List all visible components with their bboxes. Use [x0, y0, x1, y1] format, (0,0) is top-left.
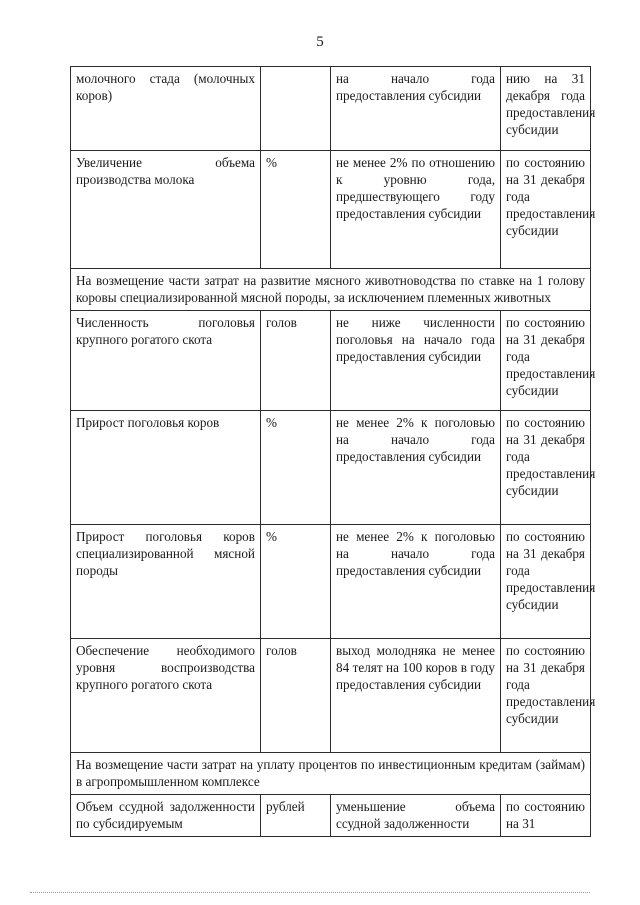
indicator-cell: Обеспечение необходимого уровня воспроизводства крупного рогатого скота: [71, 639, 261, 753]
unit-cell: %: [261, 151, 331, 269]
unit-cell: %: [261, 411, 331, 525]
value-cell: не менее 2% к поголовью на начало года предоставления субсидии: [331, 525, 501, 639]
table-row: [71, 639, 591, 753]
date-cell: по состоянию на 31 декабря года предоставления субсидии: [501, 411, 591, 525]
table-row: [71, 311, 591, 411]
table-row: [71, 795, 591, 837]
section-heading: На возмещение части затрат на развитие мясного животноводства по ставке на 1 голову коровы специализированной мясной породы, за исключением племенных животных: [71, 269, 591, 311]
indicator-cell: Объем ссудной задолженности по субсидируемым: [71, 795, 261, 837]
date-cell: по состоянию на 31 декабря года предоставления субсидии: [501, 151, 591, 269]
page-number: 5: [316, 34, 324, 50]
indicator-cell: Увеличение объема производства молока: [71, 151, 261, 269]
value-cell: не ниже численности поголовья на начало года предоставления субсидии: [331, 311, 501, 411]
date-cell: по состоянию на 31: [501, 795, 591, 837]
table-row: [71, 67, 591, 151]
section-row: [71, 753, 591, 795]
table-row: [71, 525, 591, 639]
unit-cell: голов: [261, 639, 331, 753]
indicators-table: [70, 66, 596, 837]
indicator-cell: Прирост поголовья коров специализированной мясной породы: [71, 525, 261, 639]
value-cell: на начало года предоставления субсидии: [331, 67, 501, 151]
unit-cell: [261, 67, 331, 151]
unit-cell: голов: [261, 311, 331, 411]
unit-cell: рублей: [261, 795, 331, 837]
date-cell: по состоянию на 31 декабря года предоставления субсидии: [501, 311, 591, 411]
unit-cell: %: [261, 525, 331, 639]
indicator-cell: Прирост поголовья коров: [71, 411, 261, 525]
value-cell: не менее 2% к поголовью на начало года предоставления субсидии: [331, 411, 501, 525]
scan-edge-line: [30, 892, 590, 893]
indicator-cell: молочного стада (молочных коров): [71, 67, 261, 151]
date-cell: по состоянию на 31 декабря года предоставления субсидии: [501, 525, 591, 639]
value-cell: уменьшение объема ссудной задолженности: [331, 795, 501, 837]
value-cell: выход молодняка не менее 84 телят на 100 коров в году предоставления субсидии: [331, 639, 501, 753]
date-cell: по состоянию на 31 декабря года предоставления субсидии: [501, 639, 591, 753]
indicator-cell: Численность поголовья крупного рогатого скота: [71, 311, 261, 411]
section-row: [71, 269, 591, 311]
value-cell: не менее 2% по отношению к уровню года, предшествующего году предоставления субсидии: [331, 151, 501, 269]
date-cell: нию на 31 декабря года предоставления субсидии: [501, 67, 591, 151]
section-heading: На возмещение части затрат на уплату процентов по инвестиционным кредитам (займам) в агропромышленном комплексе: [71, 753, 591, 795]
table-row: [71, 151, 591, 269]
table-row: [71, 411, 591, 525]
